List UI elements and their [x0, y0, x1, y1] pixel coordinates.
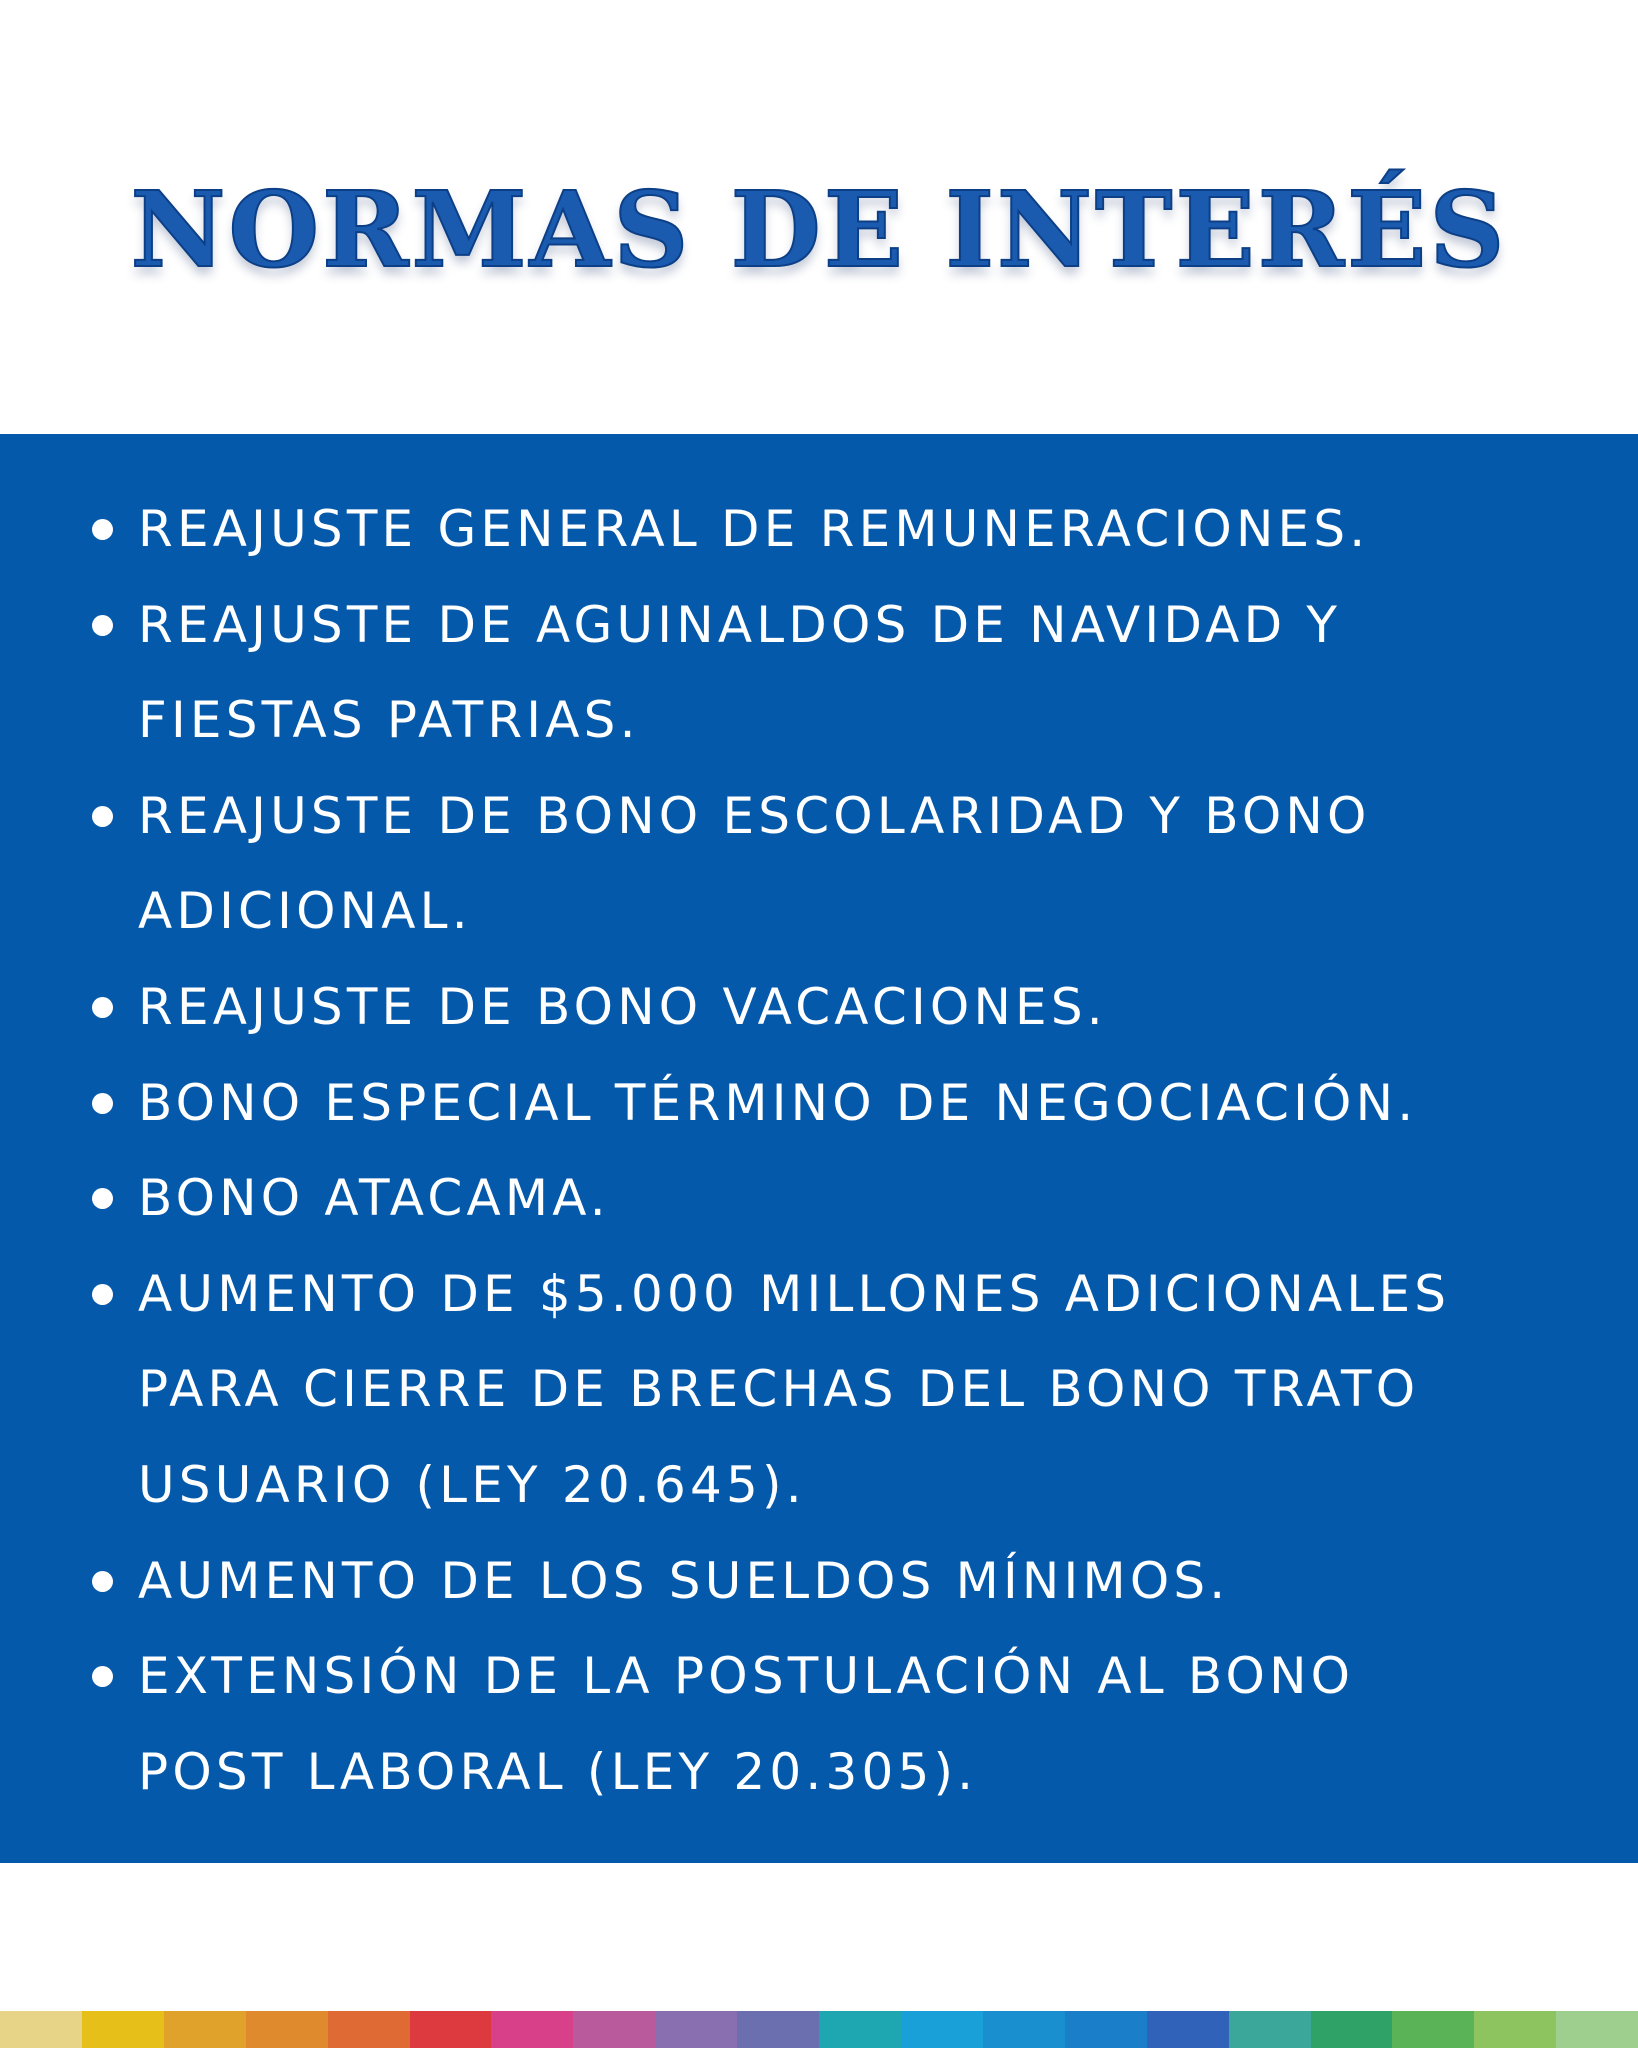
stripe-segment: [410, 2011, 492, 2048]
bullet-icon: [92, 997, 113, 1018]
stripe-segment: [1392, 2011, 1474, 2048]
stripe-segment: [737, 2011, 819, 2048]
bullet-icon: [92, 1188, 113, 1209]
stripe-segment: [655, 2011, 737, 2048]
stripe-segment: [82, 2011, 164, 2048]
stripe-segment: [1147, 2011, 1229, 2048]
stripe-segment: [328, 2011, 410, 2048]
bullet-icon: [92, 519, 113, 540]
stripe-segment: [1065, 2011, 1147, 2048]
norms-list: [138, 482, 1598, 1820]
list-item-text: BONO ATACAMA.: [138, 1169, 610, 1228]
list-item-text: REAJUSTE DE BONO VACACIONES.: [138, 977, 1107, 1036]
bullet-icon: [92, 1571, 113, 1592]
bullet-icon: [92, 1093, 113, 1114]
bullet-icon: [92, 1284, 113, 1305]
list-item: [138, 1056, 1598, 1152]
list-item-text: REAJUSTE DE BONO ESCOLARIDAD Y BONO ADICIONAL.: [138, 786, 1371, 941]
list-item-text: AUMENTO DE $5.000 MILLONES ADICIONALES PARA CIERRE DE BRECHAS DEL BONO TRATO USUARIO (LEY 20.645).: [138, 1264, 1451, 1514]
list-item-text: BONO ESPECIAL TÉRMINO DE NEGOCIACIÓN.: [138, 1073, 1418, 1132]
stripe-segment: [246, 2011, 328, 2048]
list-item: [138, 960, 1598, 1056]
list-item: [138, 482, 1598, 578]
stripe-segment: [1229, 2011, 1311, 2048]
list-item-text: AUMENTO DE LOS SUELDOS MÍNIMOS.: [138, 1551, 1230, 1610]
stripe-segment: [901, 2011, 983, 2048]
content-panel: [0, 434, 1638, 1863]
stripe-segment: [491, 2011, 573, 2048]
list-item-text: REAJUSTE DE AGUINALDOS DE NAVIDAD Y FIESTAS PATRIAS.: [138, 595, 1342, 750]
color-stripe: [0, 2011, 1638, 2048]
stripe-segment: [164, 2011, 246, 2048]
list-item-text: EXTENSIÓN DE LA POSTULACIÓN AL BONO POST LABORAL (LEY 20.305).: [138, 1647, 1355, 1801]
list-item-text: REAJUSTE GENERAL DE REMUNERACIONES.: [138, 500, 1370, 558]
stripe-segment: [1311, 2011, 1393, 2048]
list-item: [138, 769, 1598, 960]
stripe-segment: [573, 2011, 655, 2048]
list-item: [138, 1534, 1598, 1630]
stripe-segment: [0, 2011, 82, 2048]
bullet-icon: [92, 1666, 113, 1687]
list-item: [138, 1247, 1598, 1534]
stripe-segment: [983, 2011, 1065, 2048]
bullet-icon: [92, 806, 113, 827]
list-item: [138, 1629, 1598, 1820]
list-item: [138, 1151, 1598, 1247]
stripe-segment: [819, 2011, 901, 2048]
page-title: NORMAS DE INTERÉS: [130, 168, 1508, 291]
list-item: [138, 578, 1598, 769]
stripe-segment: [1474, 2011, 1556, 2048]
bullet-icon: [92, 615, 113, 636]
stripe-segment: [1556, 2011, 1638, 2048]
